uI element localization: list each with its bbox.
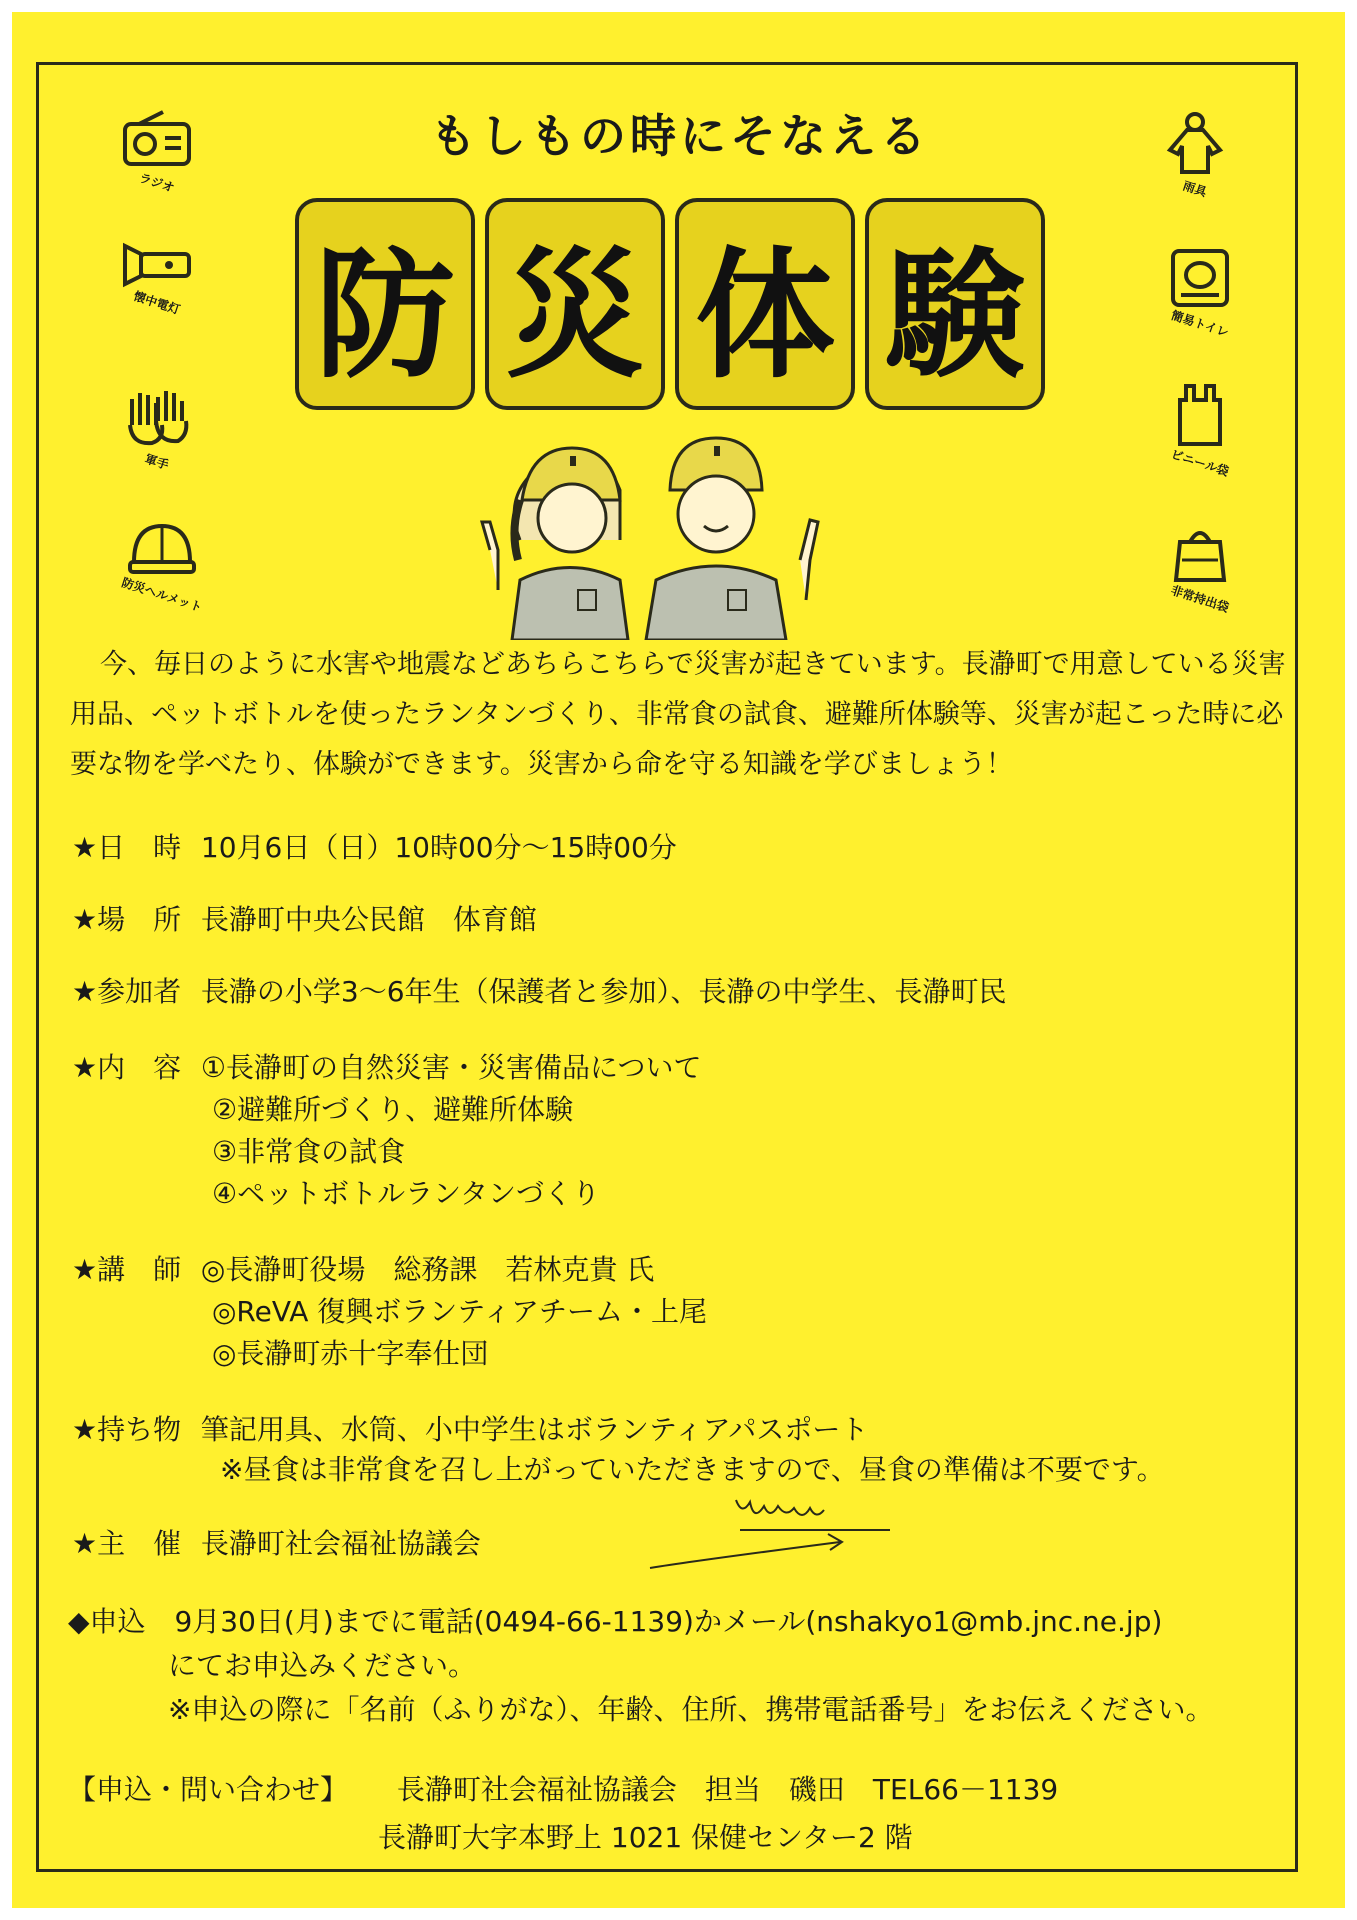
flashlight-icon <box>119 240 195 290</box>
emergency-bag-label: 非常持出袋 <box>1169 583 1231 615</box>
content-label: ★内 容 <box>72 1051 182 1084</box>
two-children-helmets-illustration <box>460 430 850 640</box>
place-row <box>72 898 537 938</box>
participants-row <box>72 970 1007 1010</box>
application-label: ◆申込 <box>68 1605 146 1638</box>
lecturer-2: ◎ReVA 復興ボランティアチーム・上尾 <box>212 1295 708 1328</box>
contact-line-1 <box>68 1768 1058 1808</box>
radio-label: ラジオ <box>137 170 177 196</box>
belongings-row <box>72 1408 868 1448</box>
organizer-row <box>72 1522 481 1562</box>
helmet-item <box>112 518 212 615</box>
contact-org: 長瀞町社会福祉協議会 担当 磯田 TEL66－1139 <box>396 1773 1059 1806</box>
gloves-item <box>112 385 202 473</box>
datetime-value: 10月6日（日）10時00分～15時00分 <box>200 831 677 864</box>
radio-icon <box>119 110 195 170</box>
title-char-2: 災 <box>485 198 665 410</box>
plastic-bag-item <box>1150 380 1250 479</box>
raincoat-label: 雨具 <box>1181 178 1209 200</box>
contact-label: 【申込・問い合わせ】 <box>68 1773 349 1806</box>
helmet-label: 防災ヘルメット <box>119 575 204 615</box>
helmet-icon <box>126 518 198 582</box>
lecturers-label: ★講 師 <box>72 1253 182 1286</box>
portable-toilet-icon <box>1167 245 1233 311</box>
application-line-2: にてお申込みください。 <box>168 1649 477 1682</box>
intro-paragraph: 今、毎日のように水害や地震などあちらこちらで災害が起きています。長瀞町で用意している災害用品、ペットボトルを使ったランタンづくり、非常食の試食、避難所体験等、災害が起こった時に必要な物を学べたり、体験ができます。災害から命を守る知識を学びましょう！ <box>70 649 1286 780</box>
title-char-1: 防 <box>295 198 475 410</box>
raincoat-item <box>1150 110 1240 200</box>
application-line-1 <box>68 1600 1162 1640</box>
place-value: 長瀞町中央公民館 体育館 <box>200 903 537 936</box>
flashlight-label: 懐中電灯 <box>131 288 182 318</box>
datetime-label: ★日 時 <box>72 831 182 864</box>
gloves-label: 軍手 <box>143 451 171 473</box>
toilet-item <box>1150 245 1250 340</box>
place-label: ★場 所 <box>72 903 182 936</box>
radio-item <box>112 110 202 196</box>
subtitle: もしもの時にそなえる <box>430 109 930 163</box>
raincoat-icon <box>1160 110 1230 176</box>
title-char-3: 体 <box>675 198 855 410</box>
content-item-1: ①長瀞町の自然災害・災害備品について <box>200 1051 702 1084</box>
content-item-2: ②避難所づくり、避難所体験 <box>212 1093 574 1126</box>
emergency-bag-icon <box>1168 520 1232 586</box>
title-char-4: 験 <box>865 198 1045 410</box>
toilet-label: 簡易トイレ <box>1169 308 1231 340</box>
lecturer-3: ◎長瀞町赤十字奉仕団 <box>212 1337 489 1370</box>
handwritten-note-arrow <box>640 1490 920 1580</box>
flashlight-item <box>112 240 202 318</box>
application-deadline-text: 9月30日(月)までに電話(0494-66-1139)かメール(nshakyo1@mb.jnc.ne.jp) <box>174 1605 1163 1638</box>
plastic-bag-label: ビニール袋 <box>1169 447 1231 479</box>
contact-address: 長瀞町大字本野上 1021 保健センター2 階 <box>378 1821 913 1854</box>
belongings-value: 筆記用具、水筒、小中学生はボランティアパスポート <box>200 1413 869 1446</box>
lecturer-1: ◎長瀞町役場 総務課 若林克貴 氏 <box>200 1253 655 1286</box>
content-item-3: ③非常食の試食 <box>212 1135 406 1168</box>
organizer-label: ★主 催 <box>72 1527 182 1560</box>
organizer-value: 長瀞町社会福祉協議会 <box>200 1527 481 1560</box>
plastic-bag-icon <box>1170 380 1230 450</box>
datetime-row <box>72 826 677 866</box>
participants-value: 長瀞の小学3～6年生（保護者と参加）、長瀞の中学生、長瀞町民 <box>200 975 1007 1008</box>
gloves-icon <box>122 385 192 449</box>
emergency-bag-item <box>1150 520 1250 615</box>
belongings-label: ★持ち物 <box>72 1413 182 1446</box>
content-item-4: ④ペットボトルランタンづくり <box>212 1177 600 1210</box>
participants-label: ★参加者 <box>72 975 182 1008</box>
lecturers-row <box>72 1248 654 1288</box>
belongings-note: ※昼食は非常食を召し上がっていただきますので、昼食の準備は不要です。 <box>220 1453 1165 1486</box>
content-row <box>72 1046 701 1086</box>
application-line-3: ※申込の際に「名前（ふりがな）、年齢、住所、携帯電話番号」をお伝えください。 <box>168 1693 1214 1726</box>
